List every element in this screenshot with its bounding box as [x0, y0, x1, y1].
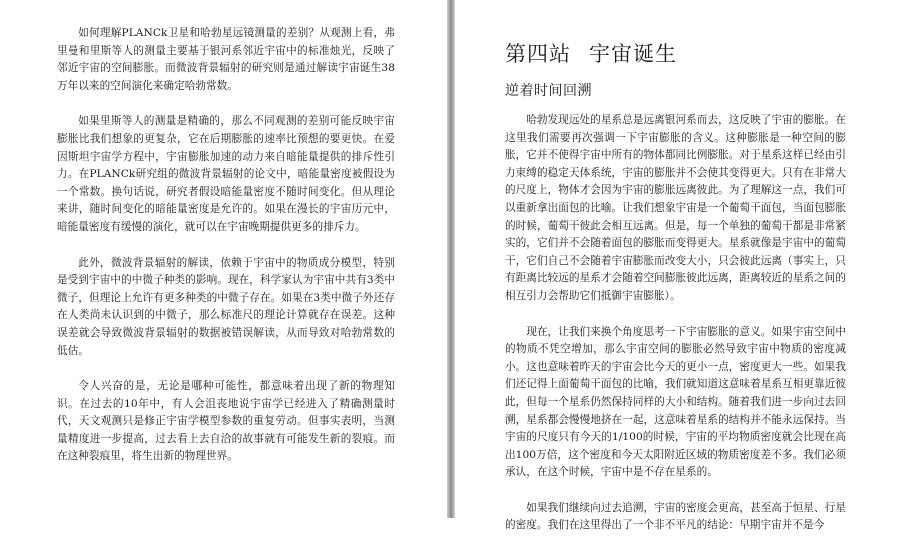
chapter-title: 宇宙诞生 [589, 42, 677, 66]
paragraph: 如果我们继续向过去追溯，宇宙的密度会更高，甚至高于恒星、行星的密度。我们在这里得出了一个非不平凡的结论：早期宇宙并不是今 [505, 501, 846, 532]
left-page-body [57, 25, 395, 484]
paragraph: 令人兴奋的是，无论是哪种可能性，都意味着出现了新的物理知识。在过去的10年中，有人会沮丧地说宇宙学已经进入了精确测量时代，天文观测只是修正宇宙学模型参数的重复劳动。但事实表明，当测量精度进一步提高，过去看上去自洽的故事就有可能发生新的裂痕。而在这种裂痕里，将生出新的物理世界。 [57, 380, 395, 463]
paragraph: 此外，微波背景辐射的解读，依赖于宇宙中的物质成分模型，特别是受到宇宙中的中微子种类的影响。现在，科学家认为宇宙中共有3类中微子，但理论上允许有更多种类的中微子存在。如果在3类中微子外还存在人类尚未认识到的中微子，那么标准尺的理论计算就存在误差。这种误差就会导致微波背景辐射的数据被错误解读，从而导致对哈勃常数的低估。 [57, 256, 395, 357]
chapter-heading [505, 38, 677, 68]
paragraph: 哈勃发现远处的星系总是远离银河系而去，这反映了宇宙的膨胀。在这里我们需要再次强调一下宇宙膨胀的含义。这种膨胀是一种空间的膨胀，它并不使得宇宙中所有的物体都同比例膨胀。对于星系这样已经由引力束缚的稳定天体系统，宇宙的膨胀并不会使其变得更大。只有在非常大的尺度上，物体才会因为宇宙的膨胀远离彼此。为了理解这一点，我们可以重新拿出面包的比喻。让我们想象宇宙是一个葡萄干面包，当面包膨胀的时候，葡萄干彼此会相互远离。但是，每一个单独的葡萄干都是非常紧实的，它们并不会随着面包的膨胀而变得更大。星系就像是宇宙中的葡萄干，它们自己不会随着宇宙膨胀而改变大小，只会彼此远离（事实上，只有距离比较远的星系才会随着空间膨胀彼此远离，距离较近的星系之间的相互引力会帮助它们抵御宇宙膨胀）。 [505, 114, 846, 302]
right-page [455, 0, 900, 532]
right-page-body [505, 112, 846, 553]
paragraph: 现在，让我们来换个角度思考一下宇宙膨胀的意义。如果宇宙空间中的物质不凭空增加，那么宇宙空间的膨胀必然导致宇宙中物质的密度减小。这也意味着昨天的宇宙会比今天的更小一点，密度更大一些。如果我们还记得上面葡萄干面包的比喻，我们就知道这意味着星系互相更靠近彼此，但每一个星系仍然保持同样的大小和结构。随着我们进一步向过去回溯，星系都会慢慢地挤在一起，这意味着星系的结构并不能永远保持。当宇宙的尺度只有今天的1/100的时候，宇宙的平均物质密度就会比现在高出100万倍，这个密度和今天太阳附近区域的物质密度差不多。我们必须承认，在这个时候，宇宙中是不存在星系的。 [505, 325, 846, 479]
paragraph: 如果里斯等人的测量是精确的，那么不同观测的差别可能反映宇宙膨胀比我们想象的更复杂，它在后期膨胀的速率比预想的要更快。在爱因斯坦宇宙学方程中，宇宙膨胀加速的动力来自暗能量提供的排斥性引力。在PLANCk研究组的微波背景辐射的论文中，暗能量密度被假设为一个常数。换句话说，研究者假设暗能量密度不随时间变化。但从理论来讲，随时间变化的暗能量密度是允许的。如果在漫长的宇宙历元中，暗能量密度有缓慢的演化，就可以在宇宙晚期提供更多的排斥力。 [57, 115, 395, 233]
section-title: 逆着时间回溯 [505, 83, 592, 99]
book-gutter [447, 0, 455, 518]
chapter-number: 第四站 [505, 42, 571, 66]
left-page [0, 0, 447, 518]
paragraph: 如何理解PLANCk卫星和哈勃星远镜测量的差别？从观测上看，弗里曼和里斯等人的测量主要基于银河系邻近宇宙中的标准烛光，反映了邻近宇宙的空间膨胀。而微波背景辐射的研究则是通过解读宇宙诞生38万年以来的空间演化来确定哈勃常数。 [57, 27, 395, 92]
